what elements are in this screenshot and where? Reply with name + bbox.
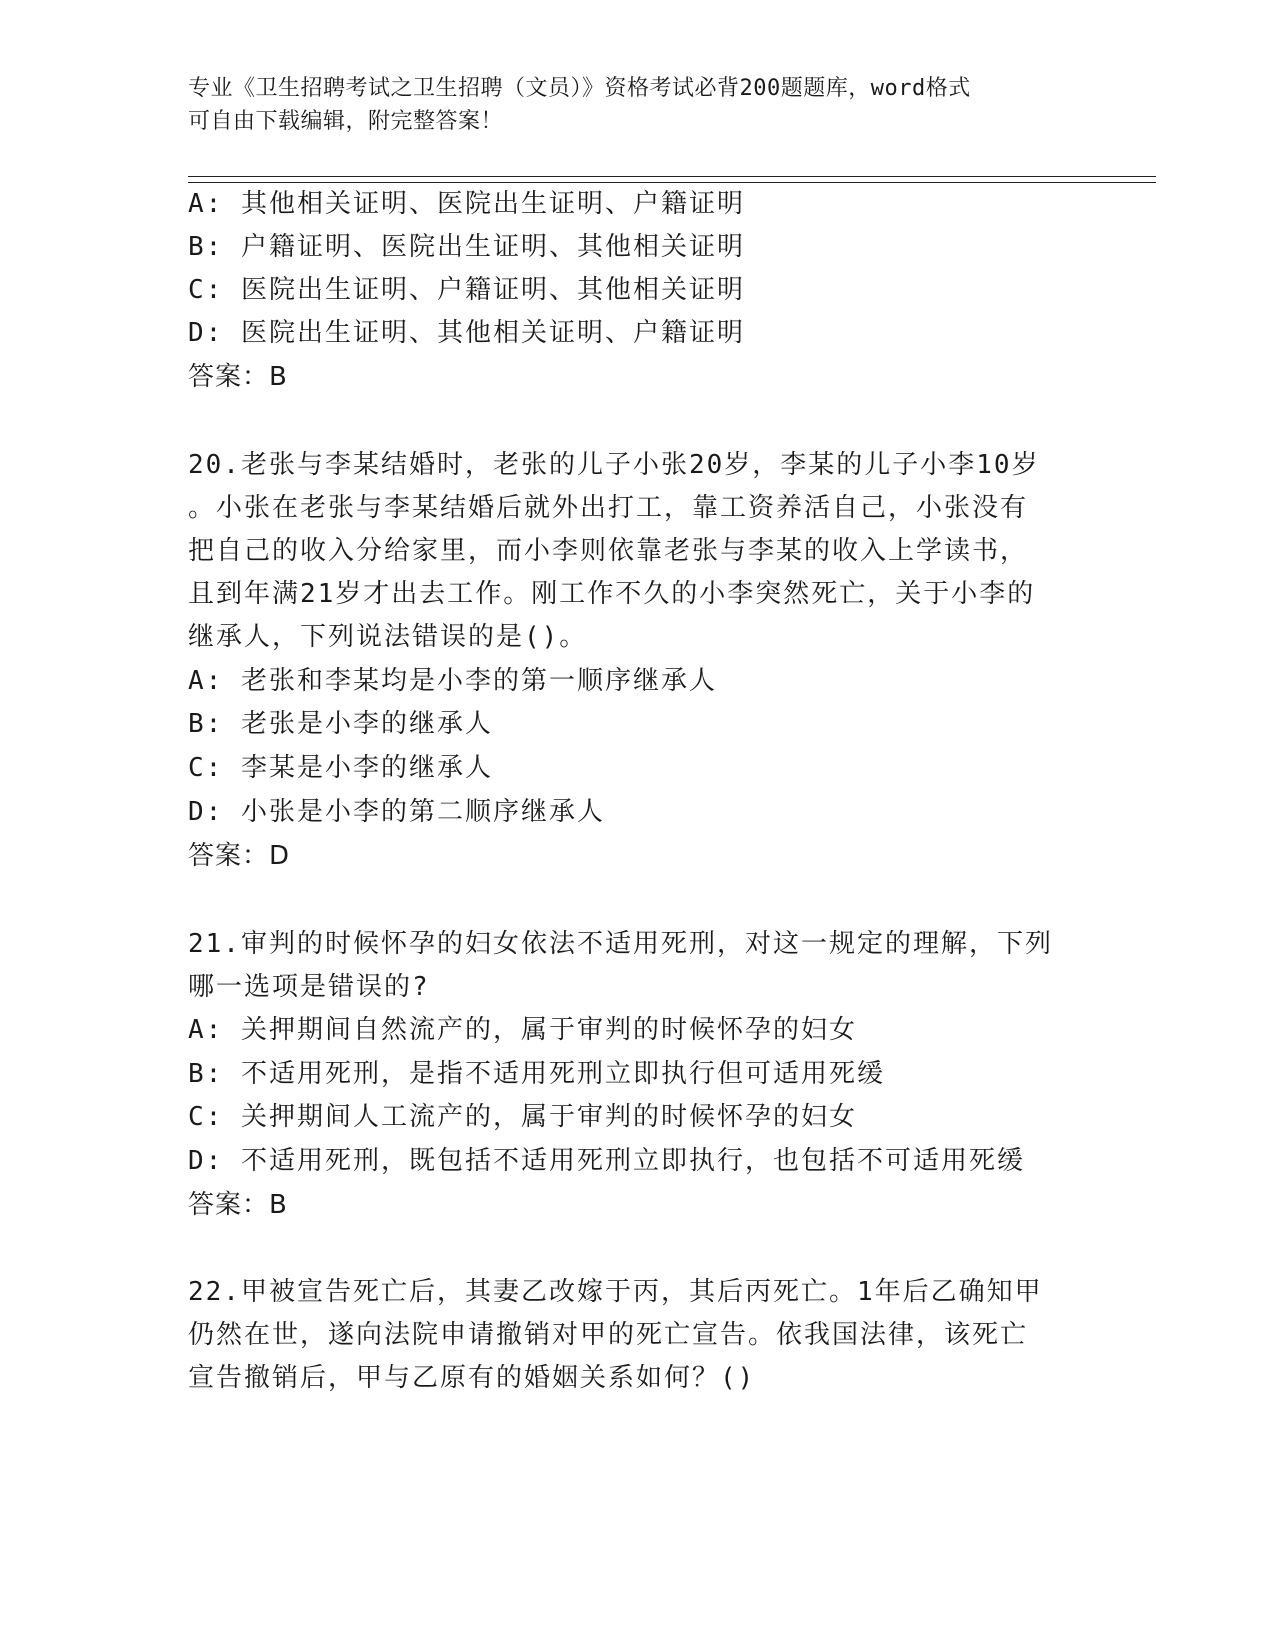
header-rule-bottom [188, 182, 1156, 183]
q19-option-b: B: 户籍证明、医院出生证明、其他相关证明 [188, 232, 745, 262]
q20-option-b: B: 老张是小李的继承人 [188, 709, 493, 739]
q21-option-b: B: 不适用死刑，是指不适用死刑立即执行但可适用死缓 [188, 1059, 885, 1089]
q21-stem-line-2: 哪一选项是错误的? [188, 972, 430, 1002]
q20-option-a: A: 老张和李某均是小李的第一顺序继承人 [188, 666, 717, 696]
q20-answer: 答案：D [188, 841, 291, 871]
q20-stem-line-2: 。小张在老张与李某结婚后就外出打工，靠工资养活自己，小张没有 [188, 493, 1029, 523]
q19-option-c: C: 医院出生证明、户籍证明、其他相关证明 [188, 275, 745, 305]
q21-option-d: D: 不适用死刑，既包括不适用死刑立即执行，也包括不可适用死缓 [188, 1146, 1025, 1176]
q21-option-a: A: 关押期间自然流产的，属于审判的时候怀孕的妇女 [188, 1015, 857, 1045]
q21-answer: 答案：B [188, 1190, 288, 1220]
q20-stem-line-5: 继承人，下列说法错误的是()。 [188, 622, 588, 652]
q20-option-c: C: 李某是小李的继承人 [188, 753, 493, 783]
header-line-2: 可自由下载编辑，附完整答案！ [188, 109, 504, 134]
q20-stem-line-4: 且到年满21岁才出去工作。刚工作不久的小李突然死亡，关于小李的 [188, 579, 1036, 609]
q22-stem-line-3: 宣告撤销后，甲与乙原有的婚姻关系如何？() [188, 1363, 756, 1393]
q19-option-d: D: 医院出生证明、其他相关证明、户籍证明 [188, 318, 745, 348]
q19-answer: 答案：B [188, 362, 288, 392]
q20-stem-line-3: 把自己的收入分给家里，而小李则依靠老张与李某的收入上学读书， [188, 536, 1029, 566]
q19-option-a: A: 其他相关证明、医院出生证明、户籍证明 [188, 189, 745, 219]
q21-stem-line-1: 21.审判的时候怀孕的妇女依法不适用死刑，对这一规定的理解，下列 [188, 929, 1053, 959]
q20-stem-line-1: 20.老张与李某结婚时，老张的儿子小张20岁，李某的儿子小李10岁 [188, 450, 1040, 480]
q22-stem-line-1: 22.甲被宣告死亡后，其妻乙改嫁于丙，其后丙死亡。1年后乙确知甲 [188, 1277, 1043, 1307]
q20-option-d: D: 小张是小李的第二顺序继承人 [188, 797, 605, 827]
document-header [188, 72, 1088, 138]
header-rule-top [188, 176, 1156, 177]
header-line-1: 专业《卫生招聘考试之卫生招聘（文员）》资格考试必背200题题库，word格式 [188, 76, 971, 101]
q22-stem-line-2: 仍然在世，遂向法院申请撤销对甲的死亡宣告。依我国法律，该死亡 [188, 1320, 1029, 1350]
q21-option-c: C: 关押期间人工流产的，属于审判的时候怀孕的妇女 [188, 1102, 857, 1132]
